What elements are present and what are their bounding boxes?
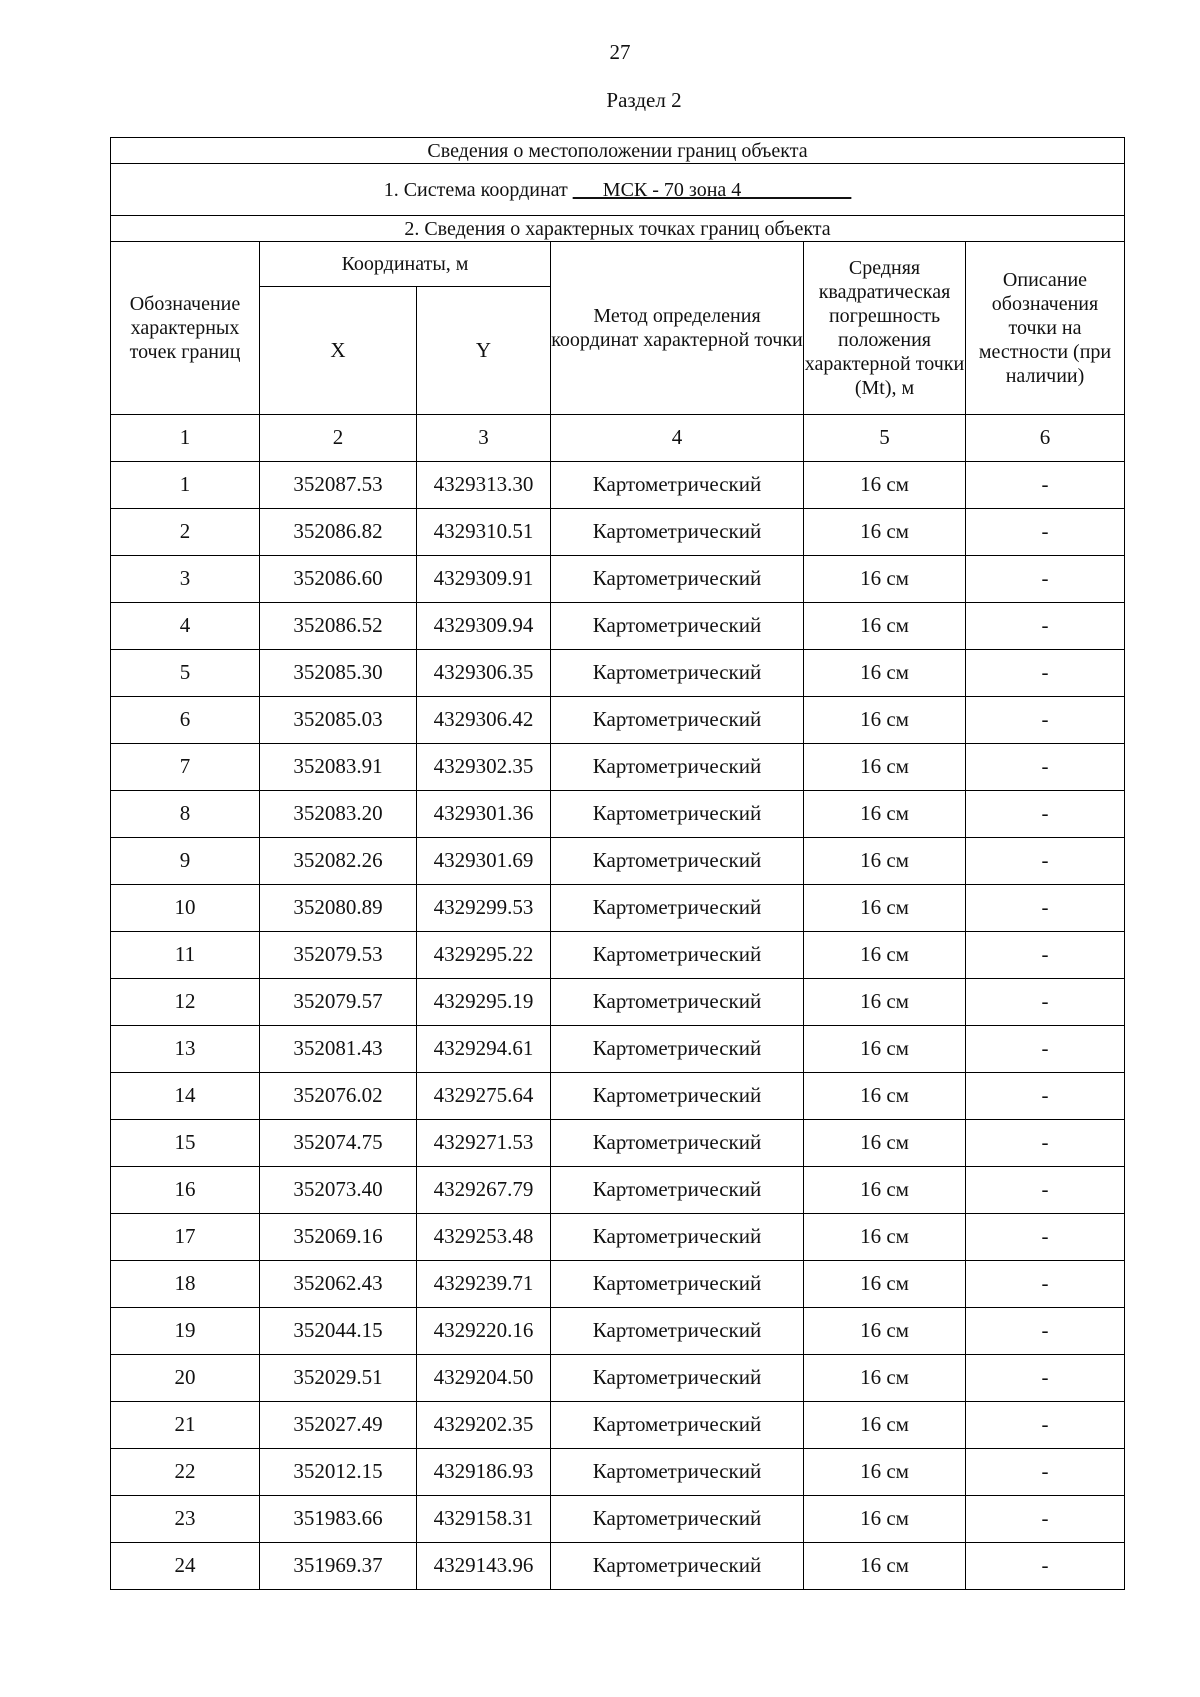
boundary-points-table (110, 137, 1125, 1590)
error-cell: 16 см (804, 979, 966, 1026)
header-error: Средняя квадратическая погрешность положения характерной точки (Mt), м (804, 242, 966, 415)
error-cell: 16 см (804, 1261, 966, 1308)
x-coordinate-cell: 352087.53 (260, 462, 417, 509)
y-coordinate-cell: 4329186.93 (417, 1449, 551, 1496)
description-cell: - (966, 838, 1125, 885)
method-cell: Картометрический (551, 697, 804, 744)
x-coordinate-cell: 352079.53 (260, 932, 417, 979)
point-id-cell: 11 (111, 932, 260, 979)
x-coordinate-cell: 352069.16 (260, 1214, 417, 1261)
x-coordinate-cell: 352029.51 (260, 1355, 417, 1402)
table-row (111, 1214, 1125, 1261)
point-id-cell: 23 (111, 1496, 260, 1543)
column-number: 5 (804, 415, 966, 462)
table-row (111, 1355, 1125, 1402)
point-id-cell: 13 (111, 1026, 260, 1073)
description-cell: - (966, 1402, 1125, 1449)
table-row (111, 1402, 1125, 1449)
table-row (111, 509, 1125, 556)
y-coordinate-cell: 4329204.50 (417, 1355, 551, 1402)
error-cell: 16 см (804, 1026, 966, 1073)
y-coordinate-cell: 4329295.19 (417, 979, 551, 1026)
table-row (111, 1261, 1125, 1308)
description-cell: - (966, 1167, 1125, 1214)
x-coordinate-cell: 352080.89 (260, 885, 417, 932)
description-cell: - (966, 1214, 1125, 1261)
description-cell: - (966, 1355, 1125, 1402)
method-cell: Картометрический (551, 932, 804, 979)
column-number: 2 (260, 415, 417, 462)
y-coordinate-cell: 4329271.53 (417, 1120, 551, 1167)
method-cell: Картометрический (551, 1261, 804, 1308)
table-row (111, 838, 1125, 885)
error-cell: 16 см (804, 1167, 966, 1214)
description-cell: - (966, 932, 1125, 979)
x-coordinate-cell: 352085.03 (260, 697, 417, 744)
method-cell: Картометрический (551, 1543, 804, 1590)
point-id-cell: 4 (111, 603, 260, 650)
header-x: X (260, 287, 417, 415)
error-cell: 16 см (804, 1120, 966, 1167)
error-cell: 16 см (804, 838, 966, 885)
table-row (111, 932, 1125, 979)
point-id-cell: 1 (111, 462, 260, 509)
error-cell: 16 см (804, 1355, 966, 1402)
y-coordinate-cell: 4329253.48 (417, 1214, 551, 1261)
error-cell: 16 см (804, 1308, 966, 1355)
y-coordinate-cell: 4329309.91 (417, 556, 551, 603)
method-cell: Картометрический (551, 885, 804, 932)
error-cell: 16 см (804, 932, 966, 979)
description-cell: - (966, 1261, 1125, 1308)
y-coordinate-cell: 4329267.79 (417, 1167, 551, 1214)
x-coordinate-cell: 352044.15 (260, 1308, 417, 1355)
point-id-cell: 8 (111, 791, 260, 838)
error-cell: 16 см (804, 697, 966, 744)
y-coordinate-cell: 4329220.16 (417, 1308, 551, 1355)
x-coordinate-cell: 352083.20 (260, 791, 417, 838)
y-coordinate-cell: 4329310.51 (417, 509, 551, 556)
column-number-row (111, 415, 1125, 462)
description-cell: - (966, 1543, 1125, 1590)
table-row (111, 556, 1125, 603)
point-id-cell: 15 (111, 1120, 260, 1167)
x-coordinate-cell: 352083.91 (260, 744, 417, 791)
table-row (111, 650, 1125, 697)
description-cell: - (966, 556, 1125, 603)
y-coordinate-cell: 4329302.35 (417, 744, 551, 791)
method-cell: Картометрический (551, 462, 804, 509)
error-cell: 16 см (804, 1402, 966, 1449)
y-coordinate-cell: 4329299.53 (417, 885, 551, 932)
description-cell: - (966, 509, 1125, 556)
method-cell: Картометрический (551, 1449, 804, 1496)
header-description: Описание обозначения точки на местности (при наличии) (966, 242, 1125, 415)
header-row-top (111, 242, 1125, 287)
column-number: 3 (417, 415, 551, 462)
method-cell: Картометрический (551, 650, 804, 697)
x-coordinate-cell: 352073.40 (260, 1167, 417, 1214)
table-row (111, 1496, 1125, 1543)
error-cell: 16 см (804, 791, 966, 838)
error-cell: 16 см (804, 509, 966, 556)
y-coordinate-cell: 4329309.94 (417, 603, 551, 650)
x-coordinate-cell: 352086.60 (260, 556, 417, 603)
header-y: Y (417, 287, 551, 415)
y-coordinate-cell: 4329306.42 (417, 697, 551, 744)
error-cell: 16 см (804, 556, 966, 603)
point-id-cell: 20 (111, 1355, 260, 1402)
y-coordinate-cell: 4329301.69 (417, 838, 551, 885)
x-coordinate-cell: 352081.43 (260, 1026, 417, 1073)
coordinate-system-label: 1. Система координат (383, 178, 573, 201)
method-cell: Картометрический (551, 744, 804, 791)
point-id-cell: 10 (111, 885, 260, 932)
point-id-cell: 19 (111, 1308, 260, 1355)
description-cell: - (966, 1026, 1125, 1073)
x-coordinate-cell: 352076.02 (260, 1073, 417, 1120)
x-coordinate-cell: 352027.49 (260, 1402, 417, 1449)
method-cell: Картометрический (551, 556, 804, 603)
method-cell: Картометрический (551, 979, 804, 1026)
error-cell: 16 см (804, 603, 966, 650)
x-coordinate-cell: 351969.37 (260, 1543, 417, 1590)
description-cell: - (966, 744, 1125, 791)
table-row (111, 744, 1125, 791)
table-row (111, 979, 1125, 1026)
description-cell: - (966, 697, 1125, 744)
x-coordinate-cell: 352085.30 (260, 650, 417, 697)
point-id-cell: 22 (111, 1449, 260, 1496)
method-cell: Картометрический (551, 1026, 804, 1073)
x-coordinate-cell: 352082.26 (260, 838, 417, 885)
x-coordinate-cell: 352079.57 (260, 979, 417, 1026)
point-id-cell: 18 (111, 1261, 260, 1308)
description-cell: - (966, 885, 1125, 932)
coordinate-system-value: ___МСК - 70 зона 4___________ (572, 178, 852, 201)
error-cell: 16 см (804, 1449, 966, 1496)
point-id-cell: 6 (111, 697, 260, 744)
point-id-cell: 14 (111, 1073, 260, 1120)
caption-row (111, 138, 1125, 164)
error-cell: 16 см (804, 885, 966, 932)
description-cell: - (966, 650, 1125, 697)
x-coordinate-cell: 352062.43 (260, 1261, 417, 1308)
y-coordinate-cell: 4329239.71 (417, 1261, 551, 1308)
column-number: 4 (551, 415, 804, 462)
points-title-row (111, 216, 1125, 242)
error-cell: 16 см (804, 650, 966, 697)
x-coordinate-cell: 352086.82 (260, 509, 417, 556)
table-row (111, 1449, 1125, 1496)
y-coordinate-cell: 4329143.96 (417, 1543, 551, 1590)
table-row (111, 1167, 1125, 1214)
method-cell: Картометрический (551, 509, 804, 556)
y-coordinate-cell: 4329294.61 (417, 1026, 551, 1073)
y-coordinate-cell: 4329158.31 (417, 1496, 551, 1543)
description-cell: - (966, 462, 1125, 509)
error-cell: 16 см (804, 744, 966, 791)
point-id-cell: 2 (111, 509, 260, 556)
x-coordinate-cell: 352086.52 (260, 603, 417, 650)
table-row (111, 791, 1125, 838)
header-method: Метод определения координат характерной точки (551, 242, 804, 415)
description-cell: - (966, 791, 1125, 838)
method-cell: Картометрический (551, 791, 804, 838)
description-cell: - (966, 1449, 1125, 1496)
table-row (111, 462, 1125, 509)
coordinate-system-row (111, 164, 1125, 216)
method-cell: Картометрический (551, 1402, 804, 1449)
y-coordinate-cell: 4329306.35 (417, 650, 551, 697)
error-cell: 16 см (804, 1214, 966, 1261)
page-number: 27 (609, 40, 631, 64)
y-coordinate-cell: 4329295.22 (417, 932, 551, 979)
error-cell: 16 см (804, 1543, 966, 1590)
description-cell: - (966, 979, 1125, 1026)
description-cell: - (966, 1496, 1125, 1543)
y-coordinate-cell: 4329301.36 (417, 791, 551, 838)
table-row (111, 885, 1125, 932)
table-row (111, 697, 1125, 744)
method-cell: Картометрический (551, 838, 804, 885)
point-id-cell: 21 (111, 1402, 260, 1449)
method-cell: Картометрический (551, 1120, 804, 1167)
point-id-cell: 24 (111, 1543, 260, 1590)
method-cell: Картометрический (551, 1355, 804, 1402)
method-cell: Картометрический (551, 1214, 804, 1261)
y-coordinate-cell: 4329313.30 (417, 462, 551, 509)
column-number: 6 (966, 415, 1125, 462)
point-id-cell: 9 (111, 838, 260, 885)
point-id-cell: 17 (111, 1214, 260, 1261)
table-row (111, 1120, 1125, 1167)
coordinate-system-cell (111, 164, 1125, 216)
header-coordinates: Координаты, м (260, 242, 551, 287)
x-coordinate-cell: 351983.66 (260, 1496, 417, 1543)
x-coordinate-cell: 352012.15 (260, 1449, 417, 1496)
point-id-cell: 16 (111, 1167, 260, 1214)
points-title: 2. Сведения о характерных точках границ объекта (111, 216, 1125, 242)
point-id-cell: 3 (111, 556, 260, 603)
column-number: 1 (111, 415, 260, 462)
point-id-cell: 7 (111, 744, 260, 791)
table-body (111, 138, 1125, 1590)
y-coordinate-cell: 4329275.64 (417, 1073, 551, 1120)
section-title: Раздел 2 (606, 88, 682, 112)
description-cell: - (966, 1308, 1125, 1355)
method-cell: Картометрический (551, 1167, 804, 1214)
description-cell: - (966, 1073, 1125, 1120)
method-cell: Картометрический (551, 1496, 804, 1543)
error-cell: 16 см (804, 1073, 966, 1120)
table-row (111, 1543, 1125, 1590)
header-designation: Обозначение характерных точек границ (111, 242, 260, 415)
description-cell: - (966, 603, 1125, 650)
description-cell: - (966, 1120, 1125, 1167)
table-row (111, 1073, 1125, 1120)
table-row (111, 603, 1125, 650)
method-cell: Картометрический (551, 1073, 804, 1120)
point-id-cell: 5 (111, 650, 260, 697)
method-cell: Картометрический (551, 603, 804, 650)
error-cell: 16 см (804, 462, 966, 509)
x-coordinate-cell: 352074.75 (260, 1120, 417, 1167)
table-caption: Сведения о местоположении границ объекта (111, 138, 1125, 164)
table-row (111, 1026, 1125, 1073)
y-coordinate-cell: 4329202.35 (417, 1402, 551, 1449)
method-cell: Картометрический (551, 1308, 804, 1355)
point-id-cell: 12 (111, 979, 260, 1026)
error-cell: 16 см (804, 1496, 966, 1543)
table-row (111, 1308, 1125, 1355)
